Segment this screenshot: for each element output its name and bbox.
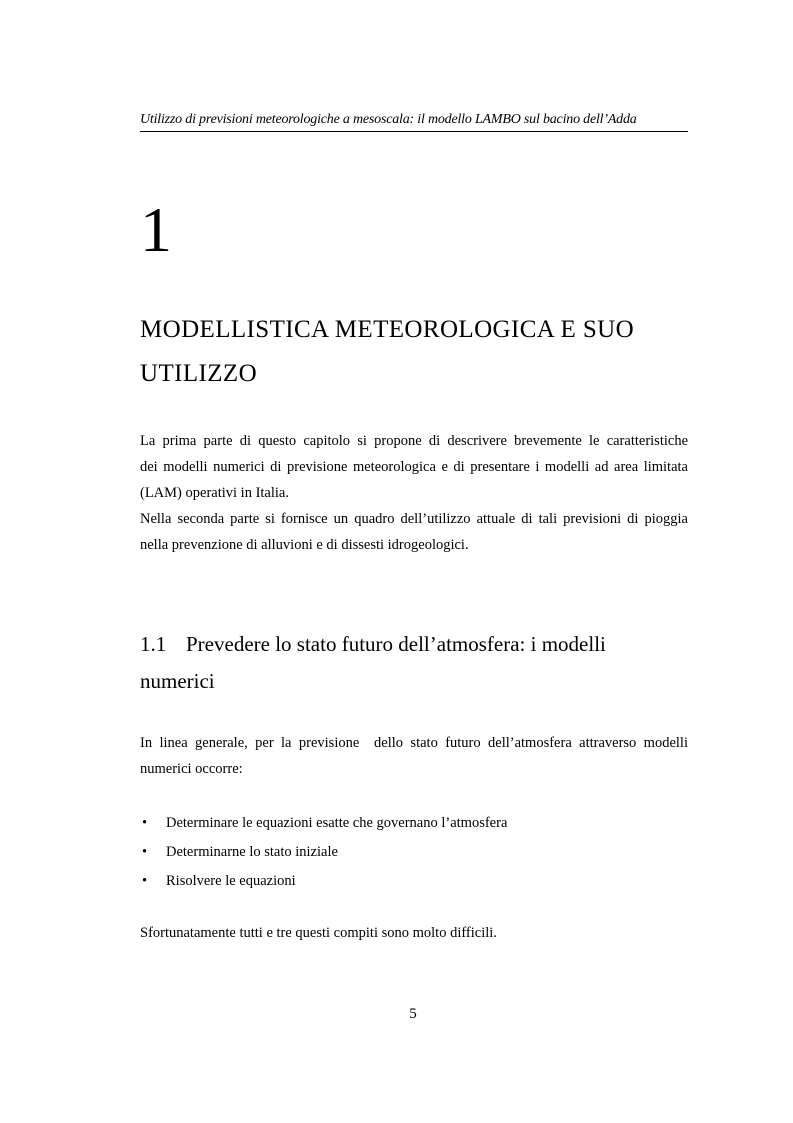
section-title-line-1: Prevedere lo stato futuro dell’atmosfera: i modelli [186,632,606,656]
list-item [140,838,688,867]
page-number: 5 [409,1006,417,1022]
bullet-icon: • [142,815,148,831]
list-item-text: Risolvere le equazioni [166,873,296,889]
list-item [140,867,688,896]
intro-paragraph [140,428,688,558]
section-paragraph-line-2: numerici occorre: [140,761,243,777]
chapter-title-line-2: UTILIZZO [140,360,258,387]
section-paragraph-line-1: In linea generale, per la previsione dello stato futuro dell’atmosfera attraverso modelli [140,735,688,751]
closing-paragraph: Sfortunatamente tutti e tre questi compiti sono molto difficili. [140,925,497,941]
running-header [140,111,688,132]
intro-line-3: (LAM) operativi in Italia. [140,485,289,501]
intro-line-4: Nella seconda parte si fornisce un quadro dell’utilizzo attuale di tali previsioni di pioggia [140,511,688,527]
section-paragraph [140,730,688,782]
section-heading [140,626,688,700]
intro-line-2: dei modelli numerici di previsione meteorologica e di presentare i modelli ad area limitata [140,459,688,475]
intro-line-5: nella prevenzione di alluvioni e di dissesti idrogeologici. [140,537,469,553]
requirements-list [140,809,688,896]
running-header-title: Utilizzo di previsioni meteorologiche a mesoscala: il modello LAMBO sul bacino dell’Adda [140,112,637,127]
list-item-text: Determinare le equazioni esatte che governano l’atmosfera [166,815,508,831]
list-item-text: Determinarne lo stato iniziale [166,844,338,860]
chapter-title [140,308,700,396]
intro-line-1: La prima parte di questo capitolo si propone di descrivere brevemente le caratteristiche [140,433,688,449]
section-number: 1.1 [140,632,167,656]
section-title-line-2: numerici [140,669,215,693]
chapter-title-line-1: MODELLISTICA METEOROLOGICA E SUO [140,316,635,343]
list-item [140,809,688,838]
bullet-icon: • [142,873,148,889]
bullet-icon: • [142,844,148,860]
chapter-number: 1 [140,194,172,265]
